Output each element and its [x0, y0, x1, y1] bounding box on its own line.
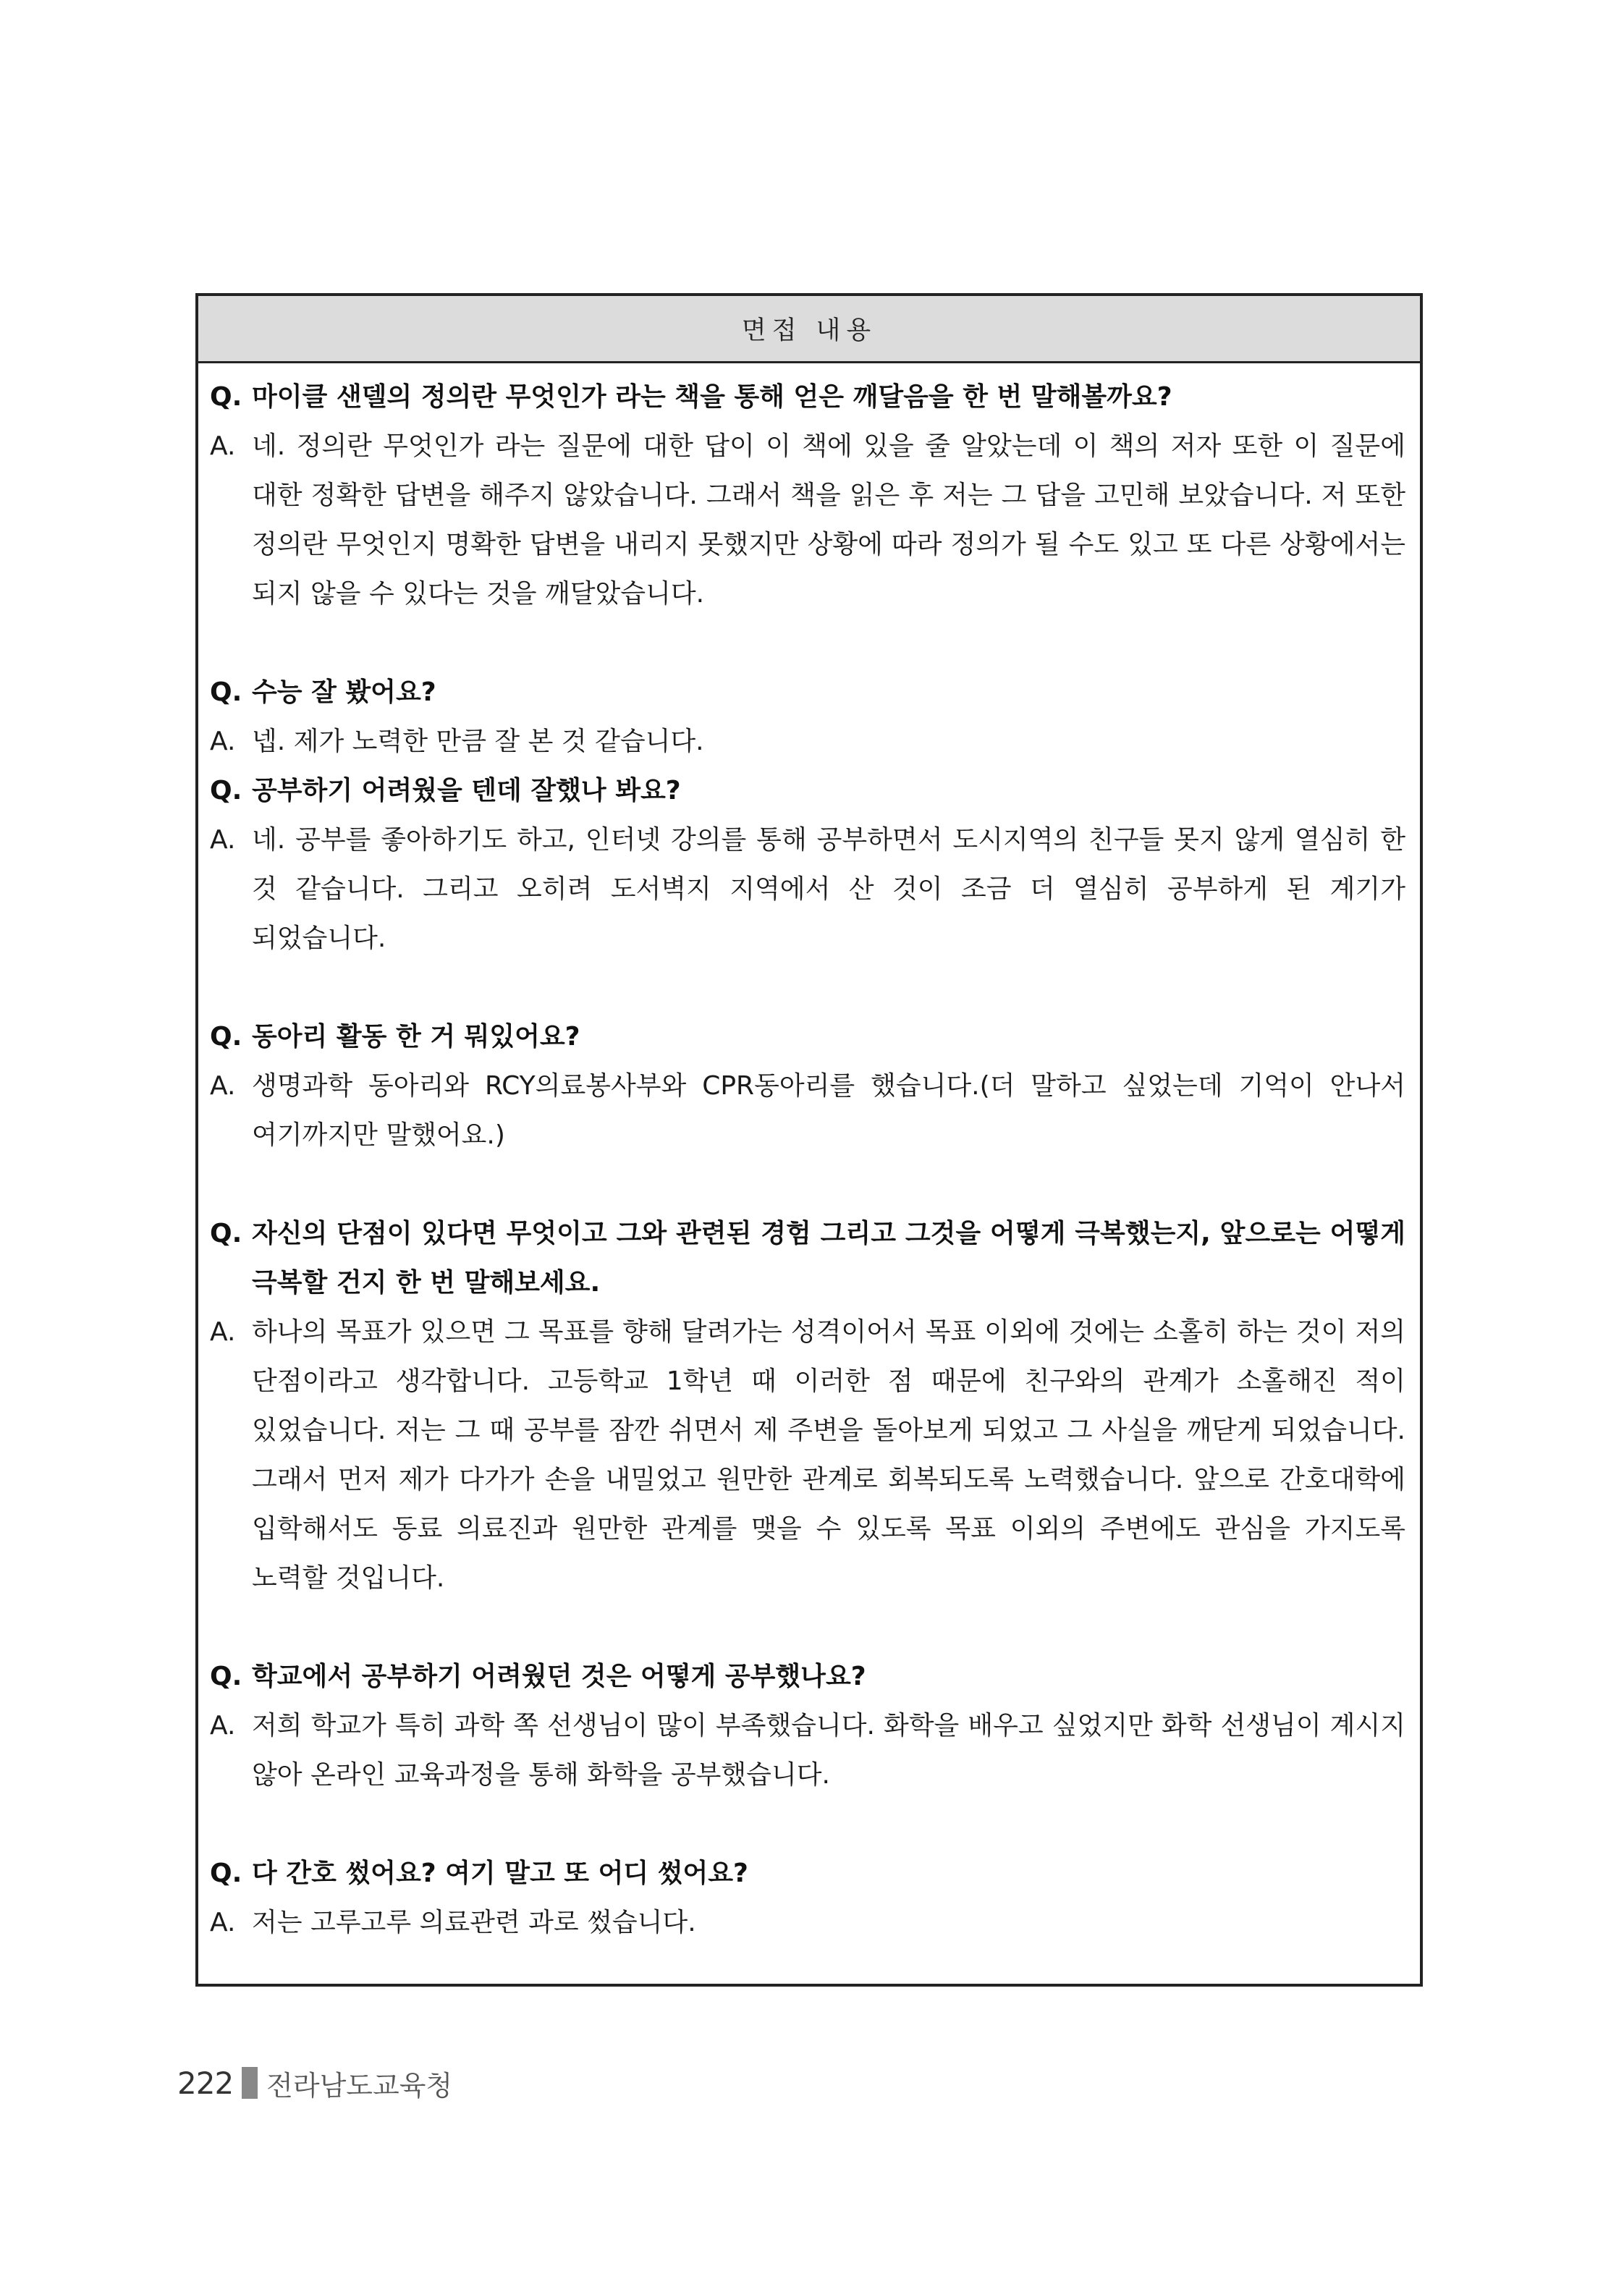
- answer-prefix: A.: [210, 727, 236, 756]
- question: [210, 1012, 1405, 1062]
- spacer: [210, 1800, 1405, 1849]
- qa-item-4: [210, 1012, 1405, 1160]
- answer: [210, 816, 1405, 963]
- answer-text: 저희 학교가 특히 과학 쪽 선생님이 많이 부족했습니다. 화학을 배우고 싶었지만 화학 선생님이 계시지 않아 온라인 교육과정을 통해 화학을 공부했습니다.: [252, 1711, 1405, 1790]
- answer-prefix: A.: [210, 431, 236, 461]
- question-prefix: Q.: [210, 1022, 242, 1052]
- question-text: 마이클 샌델의 정의란 무엇인가 라는 책을 통해 얻은 깨달음을 한 번 말해볼까요?: [252, 382, 1172, 412]
- qa-item-5: [210, 1209, 1405, 1603]
- answer-prefix: A.: [210, 1711, 236, 1741]
- answer: [210, 1062, 1405, 1160]
- qa-item-1: [210, 373, 1405, 619]
- spacer: [210, 963, 1405, 1012]
- answer-prefix: A.: [210, 1908, 236, 1937]
- question: [210, 1652, 1405, 1701]
- question: [210, 1209, 1405, 1308]
- answer-prefix: A.: [210, 1071, 236, 1101]
- question: [210, 668, 1405, 717]
- answer: [210, 422, 1405, 619]
- answer-text: 생명과학 동아리와 RCY의료봉사부와 CPR동아리를 했습니다.(더 말하고 싶었는데 기억이 안나서 여기까지만 말했어요.): [252, 1071, 1405, 1150]
- qa-item-2: [210, 668, 1405, 766]
- question-prefix: Q.: [210, 1662, 242, 1691]
- question-prefix: Q.: [210, 1859, 242, 1888]
- question-text: 학교에서 공부하기 어려웠던 것은 어떻게 공부했나요?: [252, 1662, 866, 1691]
- question: [210, 1849, 1405, 1898]
- question-prefix: Q.: [210, 776, 242, 806]
- question: [210, 373, 1405, 422]
- question-text: 다 간호 썼어요? 여기 말고 또 어디 썼어요?: [252, 1859, 748, 1888]
- answer-prefix: A.: [210, 1317, 236, 1347]
- page-number: 222: [177, 2065, 234, 2101]
- question: [210, 766, 1405, 816]
- question-text: 동아리 활동 한 거 뭐있어요?: [252, 1022, 580, 1052]
- question-prefix: Q.: [210, 677, 242, 707]
- question-text: 공부하기 어려웠을 텐데 잘했나 봐요?: [252, 776, 681, 806]
- answer: [210, 1898, 1405, 1948]
- answer-text: 네. 공부를 좋아하기도 하고, 인터넷 강의를 통해 공부하면서 도시지역의 친구들 못지 않게 열심히 한 것 같습니다. 그리고 오히려 도서벽지 지역에서 산 것이 조금 더 열심히 공부하게 된 계기가 되었습니다.: [252, 825, 1405, 953]
- question-text: 자신의 단점이 있다면 무엇이고 그와 관련된 경험 그리고 그것을 어떻게 극복했는지, 앞으로는 어떻게 극복할 건지 한 번 말해보세요.: [252, 1219, 1405, 1298]
- answer: [210, 1701, 1405, 1800]
- footer-divider-bar: [242, 2067, 258, 2099]
- footer-publisher: 전라남도교육청: [266, 2069, 453, 2102]
- answer-text: 하나의 목표가 있으면 그 목표를 향해 달려가는 성격이어서 목표 이외에 것에는 소홀히 하는 것이 저의 단점이라고 생각합니다. 고등학교 1학년 때 이러한 점 때문에 친구와의 관계가 소홀해진 적이 있었습니다. 저는 그 때 공부를 잠깐 쉬면서 제 주변을 돌아보게 되었고 그 사실을 깨닫게 되었습니다. 그래서 먼저 제가 다가가 손을 내밀었고 원만한 관계로 회복되도록 노력했습니다. 앞으로 간호대학에 입학해서도 동료 의료진과 원만한 관계를 맺을 수 있도록 목표 이외의 주변에도 관심을 가지도록 노력할 것입니다.: [252, 1317, 1405, 1593]
- spacer: [210, 1603, 1405, 1652]
- question-prefix: Q.: [210, 382, 242, 412]
- answer-text: 넵. 제가 노력한 만큼 잘 본 것 같습니다.: [252, 727, 704, 756]
- answer-text: 저는 고루고루 의료관련 과로 썼습니다.: [252, 1908, 696, 1937]
- table-header: 면접 내용: [198, 296, 1420, 363]
- answer: [210, 717, 1405, 766]
- answer-text: 네. 정의란 무엇인가 라는 질문에 대한 답이 이 책에 있을 줄 알았는데 이 책의 저자 또한 이 질문에 대한 정확한 답변을 해주지 않았습니다. 그래서 책을 읽은 후 저는 그 답을 고민해 보았습니다. 저 또한 정의란 무엇인지 명확한 답변을 내리지 못했지만 상황에 따라 정의가 될 수도 있고 또 다른 상황에서는 되지 않을 수 있다는 것을 깨달았습니다.: [252, 431, 1405, 609]
- table-body: [198, 373, 1420, 1948]
- question-prefix: Q.: [210, 1219, 242, 1248]
- spacer: [210, 619, 1405, 668]
- qa-item-3: [210, 766, 1405, 963]
- answer: [210, 1308, 1405, 1603]
- page-footer: [177, 2061, 452, 2105]
- question-text: 수능 잘 봤어요?: [252, 677, 436, 707]
- spacer: [210, 1160, 1405, 1209]
- qa-item-6: [210, 1652, 1405, 1800]
- qa-item-7: [210, 1849, 1405, 1948]
- answer-prefix: A.: [210, 825, 236, 855]
- interview-table: [195, 293, 1423, 1987]
